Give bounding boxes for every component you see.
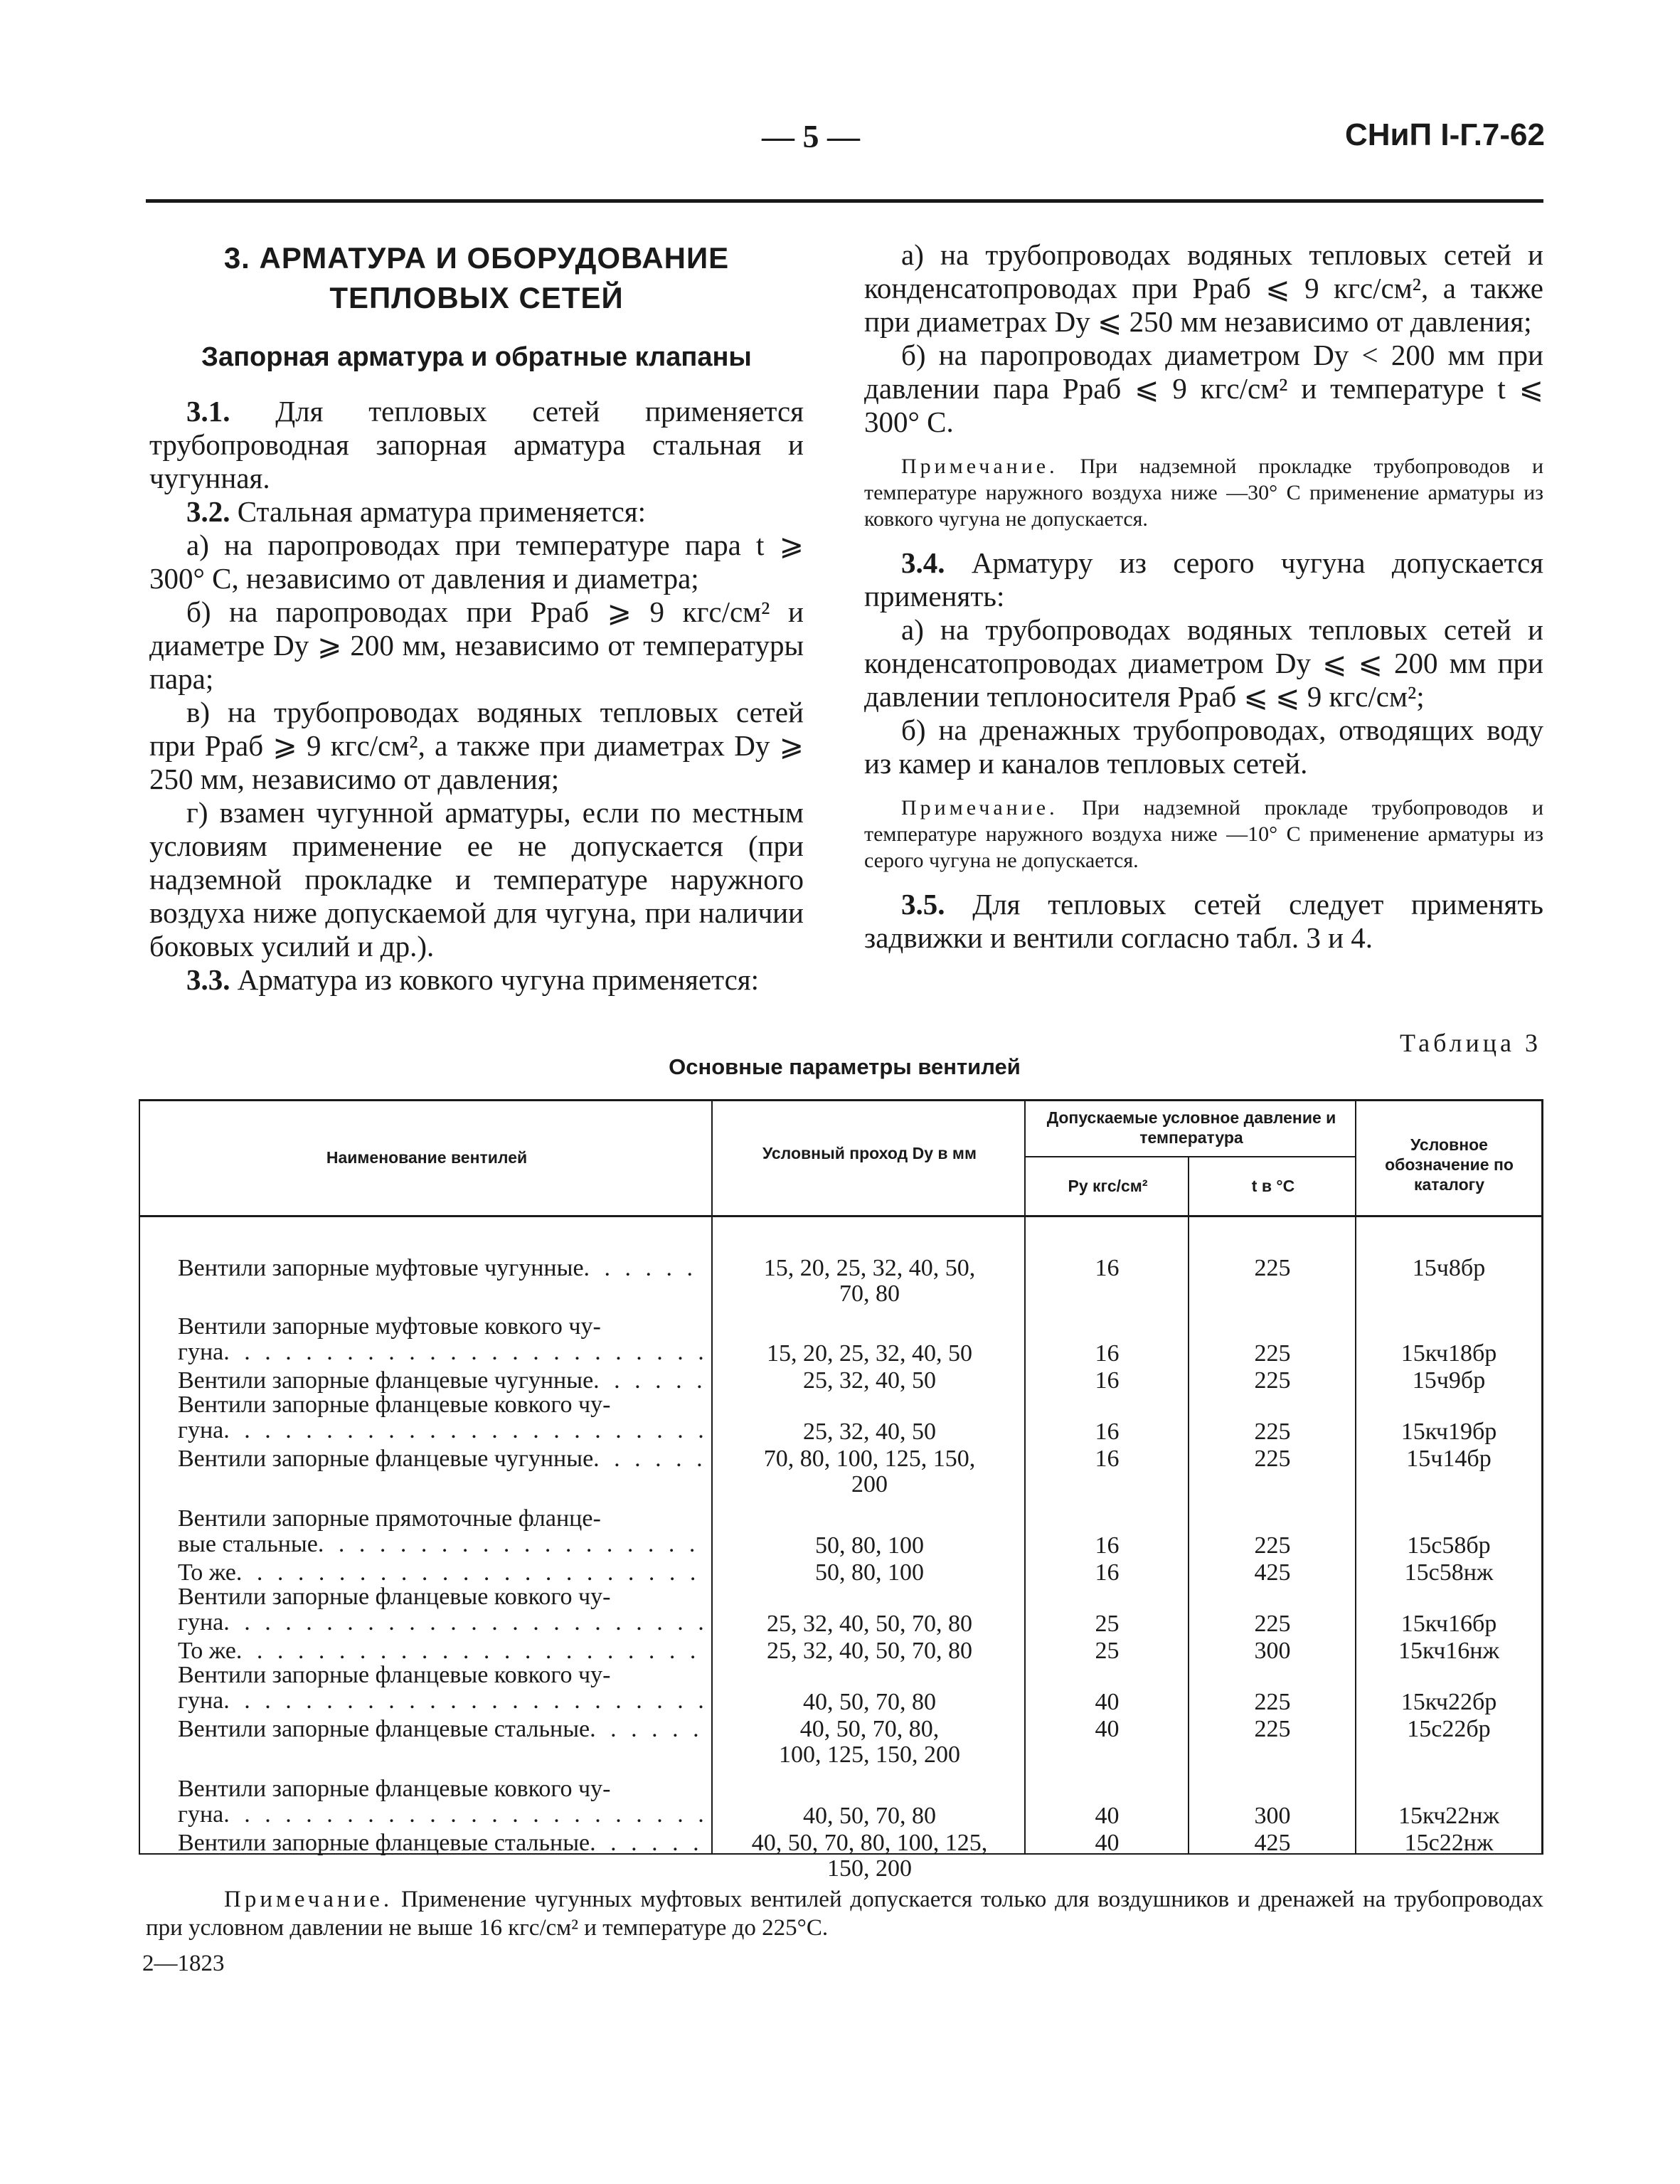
header-temperature: t в °С [1251,1177,1295,1195]
pressure-cell: 40 [1095,1689,1120,1715]
valve-name-cell [178,1584,708,1636]
paragraph-3-2-b: б) на паропроводах при Pраб ⩾ 9 кгс/см² и диаметре Dу ⩾ 200 мм, независимо от температуры пара; [149,595,804,695]
note-2 [864,795,1543,874]
temperature-cell: 300 [1254,1803,1291,1829]
pressure-cell: 40 [1095,1803,1120,1829]
pressure-cell: 16 [1095,1340,1120,1367]
table-right-rule [1541,1099,1543,1853]
note-text: Применение чугунных муфтовых вентилей допускается только для воздушников и дренажей на трубопроводах при условном давлении не выше 16 кгс/см² и температуре до 225°С. [146,1887,1543,1941]
temperature-cell: 225 [1254,1716,1291,1742]
paragraph-3-4-a: а) на трубопроводах водяных тепловых сетей и конденсатопроводах диаметром Dу ⩽ ⩽ 200 мм при давлении теплоносителя Pраб ⩽ ⩽ 9 кгс/см²; [864,613,1543,713]
temperature-cell: 225 [1254,1532,1291,1559]
table-top-rule [139,1099,1543,1101]
temperature-cell: 225 [1254,1255,1291,1281]
nominal-bore-line: 25, 32, 40, 50 [803,1419,936,1445]
nominal-bore-cell [715,1341,1024,1367]
valve-name-cell [178,1560,708,1586]
pressure-cell: 40 [1095,1716,1120,1742]
nominal-bore-line: 15, 20, 25, 32, 40, 50, [763,1255,976,1281]
note-text: При надземной прокладке трубопроводов и температуре наружного воздуха ниже —30° С применение арматуры из ковкого чугуна не допускается. [864,455,1544,531]
nominal-bore-line: 25, 32, 40, 50 [803,1367,936,1394]
header-name: Наименование вентилей [326,1148,528,1167]
page-number: — 5 — [762,118,860,154]
paragraph-number: 3.4. [901,546,945,579]
section-title: 3. АРМАТУРА И ОБОРУДОВАНИЕ ТЕПЛОВЫХ СЕТЕЙ [223,241,730,314]
nominal-bore-cell [715,1611,1024,1637]
nominal-bore-cell [715,1803,1024,1829]
valve-name-cell [178,1506,708,1557]
header-pressure: Pу кгс/см² [1068,1177,1148,1195]
pressure-cell: 16 [1095,1446,1120,1472]
nominal-bore-line: 200 [851,1471,888,1497]
pressure-cell: 16 [1095,1255,1120,1281]
pressure-cell: 25 [1095,1638,1120,1664]
nominal-bore-line: 40, 50, 70, 80 [803,1689,936,1715]
leader-dots [223,1688,708,1714]
header-bottom-rule [139,1215,1543,1217]
temperature-cell: 225 [1254,1689,1291,1715]
paragraph-text: Арматура из ковкого чугуна применяется: [237,963,760,996]
right-column [864,238,1543,955]
nominal-bore-cell [715,1690,1024,1715]
paragraph-number: 3.2. [186,495,230,528]
pressure-cell: 25 [1095,1611,1120,1637]
subsection-title: Запорная арматура и обратные клапаны [201,342,752,372]
valve-name-line: Вентили запорные фланцевые ковкого чу- [178,1391,611,1418]
pressure-cell: 40 [1095,1830,1120,1856]
paragraph-3-4-b: б) на дренажных трубопроводах, отводящих воду из камер и каналов тепловых сетей. [864,714,1543,780]
paragraph-3-2-g: г) взамен чугунной арматуры, если по местным условиям применение ее не допускается (при надземной прокладке и температуре наружного воздуха ниже допускаемой для чугуна, при наличии боковых усилий и др.). [149,796,804,963]
leader-dots [593,1368,708,1394]
catalog-code-cell: 15ч14бр [1406,1446,1492,1472]
leader-dots [318,1532,708,1557]
valve-name-cell [178,1368,708,1394]
nominal-bore-cell [715,1560,1024,1586]
column-rule [711,1099,713,1853]
nominal-bore-cell [715,1368,1024,1394]
catalog-code-cell: 15кч22бр [1400,1689,1497,1715]
valve-name-line: То же [178,1559,236,1586]
valve-name-line: Вентили запорные фланцевые чугунные [178,1367,594,1394]
nominal-bore-line: 40, 50, 70, 80, 100, 125, [751,1830,988,1856]
valve-name-line: гуна [178,1339,224,1365]
nominal-bore-cell [715,1256,1024,1307]
valve-name-line: Вентили запорные фланцевые стальные [178,1716,590,1742]
pressure-cell: 16 [1095,1532,1120,1559]
valve-name-cell [178,1776,708,1828]
catalog-code-cell: 15кч22нж [1398,1803,1499,1829]
catalog-code-cell: 15с58бр [1407,1532,1491,1559]
nominal-bore-cell [715,1446,1024,1497]
catalog-code-cell: 15кч16бр [1400,1611,1497,1637]
catalog-code-cell: 15кч18бр [1400,1340,1497,1367]
valve-name-line: гуна [178,1417,224,1443]
leader-dots [584,1256,708,1281]
valve-name-cell [178,1314,708,1365]
temperature-cell: 225 [1254,1419,1291,1445]
valve-name-cell [178,1663,708,1714]
header-subdivider [1024,1156,1355,1157]
nominal-bore-cell [715,1717,1024,1768]
leader-dots [590,1830,708,1856]
valve-name-line: Вентили запорные фланцевые ковкого чу- [178,1584,611,1610]
note-1 [864,453,1543,532]
header-allowed: Допускаемые условное давление и температура [1046,1108,1336,1147]
valve-name-line: То же [178,1638,236,1664]
leader-dots [223,1418,708,1443]
catalog-code-cell: 15с58нж [1404,1559,1494,1586]
paragraph-text: Для тепловых сетей следует применять задвижки и вентили согласно табл. 3 и 4. [864,888,1543,954]
valve-name-cell [178,1446,708,1472]
column-rule [1024,1099,1026,1853]
nominal-bore-cell [715,1638,1024,1664]
nominal-bore-line: 50, 80, 100 [815,1532,924,1559]
paragraph-text: Стальная арматура применяется: [237,495,647,528]
catalog-code-cell: 15ч8бр [1412,1255,1486,1281]
paragraph-3-4 [864,546,1543,613]
table-left-rule [139,1099,140,1853]
temperature-cell: 225 [1254,1367,1291,1394]
nominal-bore-line: 40, 50, 70, 80 [803,1803,936,1829]
leader-dots [223,1610,708,1636]
catalog-code-cell: 15кч19бр [1400,1419,1497,1445]
column-rule [1188,1156,1189,1853]
nominal-bore-line: 50, 80, 100 [815,1559,924,1586]
note-label: Примечание. [901,796,1058,820]
paragraph-3-3-b: б) на паропроводах диаметром Dу < 200 мм при давлении пара Pраб ⩽ 9 кгс/см² и температуре t ⩽ 300° С. [864,339,1543,438]
nominal-bore-line: 70, 80, 100, 125, 150, [763,1446,976,1472]
note-text: При надземной прокладе трубопроводов и температуре наружного воздуха ниже —10° С применение арматуры из серого чугуна не допускается. [864,796,1544,872]
pressure-cell: 16 [1095,1367,1120,1394]
valve-name-cell [178,1638,708,1664]
paragraph-number: 3.1. [186,395,230,428]
valve-name-cell [178,1717,708,1742]
catalog-code-cell: 15ч9бр [1412,1367,1486,1394]
nominal-bore-cell [715,1419,1024,1445]
leader-dots [236,1638,708,1664]
paragraph-3-3 [149,963,804,997]
document-code: СНиП I-Г.7-62 [1344,117,1545,152]
nominal-bore-line: 150, 200 [827,1855,912,1882]
nominal-bore-cell [715,1830,1024,1882]
nominal-bore-line: 100, 125, 150, 200 [779,1742,960,1768]
valve-name-line: Вентили запорные фланцевые стальные [178,1830,590,1856]
leader-dots [236,1560,708,1586]
paragraph-3-2-a: а) на паропроводах при температуре пара t ⩾ 300° С, независимо от давления и диаметра; [149,529,804,595]
table-note [146,1885,1543,1942]
valve-name-line: Вентили запорные прямоточные фланце- [178,1505,601,1532]
nominal-bore-cell [715,1533,1024,1559]
pressure-cell: 16 [1095,1559,1120,1586]
temperature-cell: 300 [1254,1638,1291,1664]
paragraph-text: Для тепловых сетей применяется трубопроводная запорная арматура стальная и чугунная. [149,395,804,494]
nominal-bore-line: 25, 32, 40, 50, 70, 80 [767,1611,972,1637]
table-title: Основные параметры вентилей [669,1054,1021,1079]
paragraph-number: 3.3. [186,963,230,996]
left-column [149,238,804,997]
valve-name-line: вые стальные [178,1531,318,1557]
temperature-cell: 425 [1254,1559,1291,1586]
header-rule [146,199,1543,203]
paragraph-text: Арматуру из серого чугуна допускается применять: [864,546,1543,613]
paragraph-3-2 [149,495,804,529]
nominal-bore-line: 40, 50, 70, 80, [799,1716,940,1742]
temperature-cell: 225 [1254,1446,1291,1472]
valve-name-line: Вентили запорные фланцевые чугунные [178,1446,594,1472]
nominal-bore-line: 70, 80 [839,1281,900,1307]
leader-dots [223,1802,708,1828]
note-label: Примечание. [901,455,1058,478]
valve-name-line: гуна [178,1687,224,1714]
pressure-cell: 16 [1095,1419,1120,1445]
valve-name-line: Вентили запорные фланцевые ковкого чу- [178,1662,611,1688]
leader-dots [590,1717,708,1742]
nominal-bore-line: 25, 32, 40, 50, 70, 80 [767,1638,972,1664]
valve-name-cell [178,1830,708,1856]
valve-name-cell [178,1392,708,1443]
note-label: Примечание. [224,1887,393,1912]
temperature-cell: 225 [1254,1340,1291,1367]
valve-name-line: Вентили запорные фланцевые ковкого чу- [178,1776,611,1802]
paragraph-3-2-v: в) на трубопроводах водяных тепловых сетей при Pраб ⩾ 9 кгс/см², а также при диаметрах Dу ⩾ 250 мм, независимо от давления; [149,696,804,795]
catalog-code-cell: 15с22нж [1404,1830,1494,1856]
nominal-bore-line: 15, 20, 25, 32, 40, 50 [767,1340,972,1367]
paragraph-number: 3.5. [901,888,945,921]
temperature-cell: 225 [1254,1611,1291,1637]
footer-code: 2—1823 [142,1951,225,1976]
header-code: Условное обозначение по каталогу [1385,1135,1514,1194]
paragraph-3-1 [149,395,804,495]
valves-table [139,1099,1543,1903]
catalog-code-cell: 15с22бр [1407,1716,1491,1742]
catalog-code-cell: 15кч16нж [1398,1638,1499,1664]
valve-name-line: гуна [178,1609,224,1636]
valve-name-line: Вентили запорные муфтовые чугунные [178,1255,584,1281]
leader-dots [593,1446,708,1472]
paragraph-3-5 [864,888,1543,955]
temperature-cell: 425 [1254,1830,1291,1856]
valve-name-cell [178,1256,708,1281]
valve-name-line: Вентили запорные муфтовые ковкого чу- [178,1313,601,1340]
table-label: Таблица 3 [1400,1029,1541,1057]
valve-name-line: гуна [178,1801,224,1828]
leader-dots [223,1340,708,1365]
paragraph-3-3-a: а) на трубопроводах водяных тепловых сетей и конденсатопроводах при Pраб ⩽ 9 кгс/см², а также при диаметрах Dу ⩽ 250 мм независимо от давления; [864,238,1543,338]
header-pass: Условный проход Dу в мм [762,1144,977,1162]
